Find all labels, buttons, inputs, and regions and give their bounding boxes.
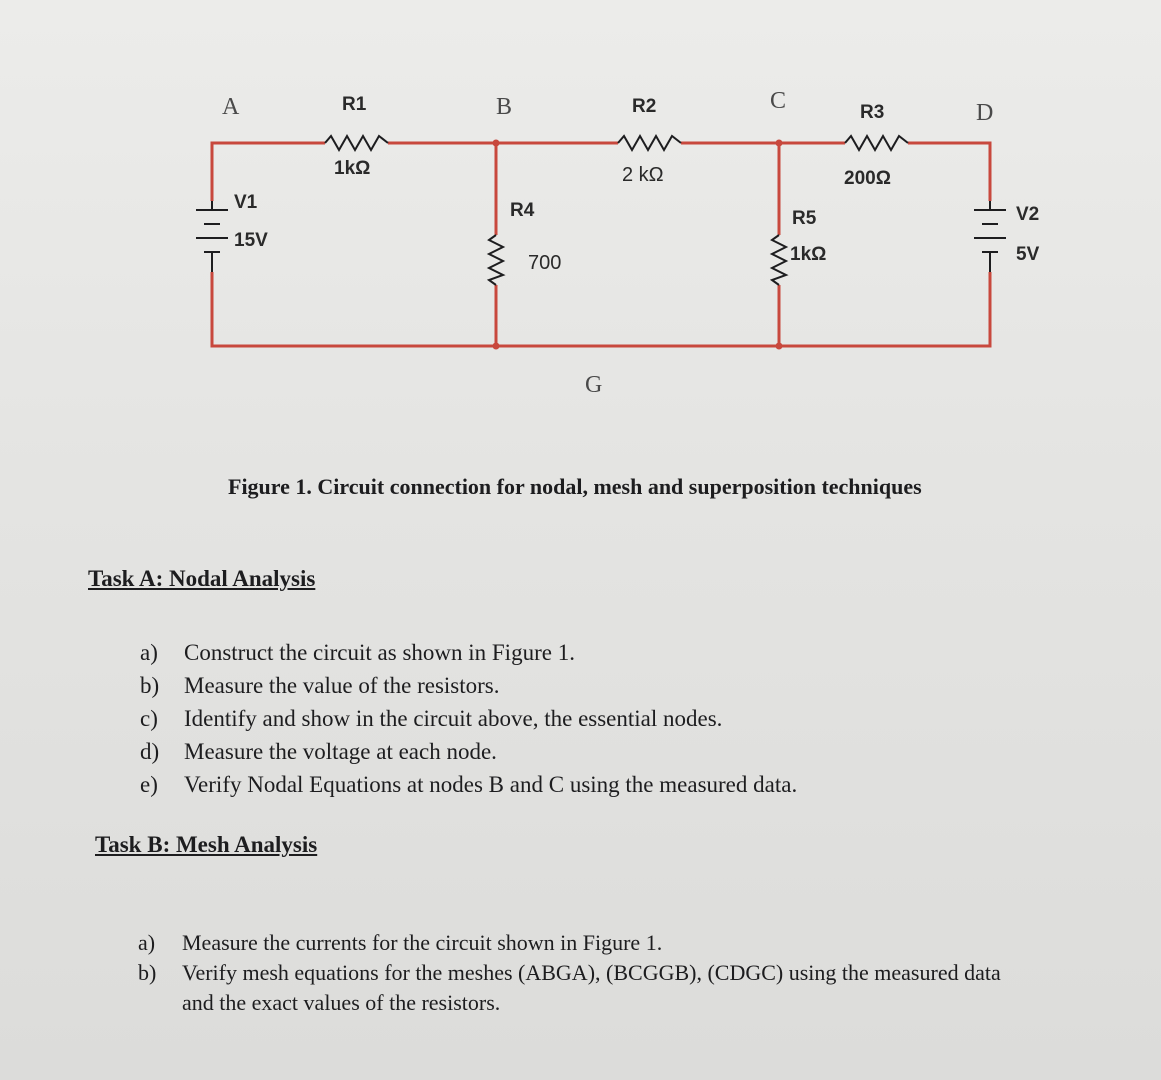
- v2-label: V2: [1016, 204, 1040, 225]
- task-a-item-text: Measure the value of the resistors.: [184, 673, 500, 698]
- node-a-label: A: [222, 94, 240, 120]
- task-a-item: [140, 768, 797, 801]
- r2-value: 2 kΩ: [622, 164, 664, 186]
- r4-label: R4: [510, 200, 535, 221]
- task-a-item-text: Measure the voltage at each node.: [184, 739, 497, 764]
- r1-symbol: [325, 136, 388, 150]
- node-b-label: B: [496, 94, 513, 120]
- r5-value: 1kΩ: [790, 244, 827, 265]
- task-a-list: [140, 636, 797, 801]
- task-a-item: [140, 702, 797, 735]
- task-b-item-letter: a): [138, 930, 156, 955]
- wire-a-r1: [212, 143, 325, 201]
- r4-value: 700: [528, 252, 562, 274]
- task-a-item-letter: d): [140, 739, 160, 764]
- task-b-continuation-text: and the exact values of the resistors.: [182, 990, 501, 1015]
- task-a-item-text: Identify and show in the circuit above, the essential nodes.: [184, 706, 723, 731]
- task-a-item-text: Construct the circuit as shown in Figure 1.: [184, 640, 575, 665]
- r5-symbol: [772, 235, 786, 285]
- r1-value: 1kΩ: [334, 158, 371, 179]
- r3-label: R3: [860, 102, 885, 123]
- node-d-label: D: [976, 100, 994, 126]
- v2-value: 5V: [1016, 244, 1040, 265]
- task-b-item: [138, 928, 1001, 958]
- circuit-diagram: [150, 60, 1070, 420]
- task-b-item-text: Verify mesh equations for the meshes (ABGA), (BCGGB), (CDGC) using the measured data: [182, 960, 1001, 985]
- node-b-dot: [493, 140, 500, 147]
- wire-r3-d: [908, 143, 990, 201]
- task-a-item-letter: c): [140, 706, 158, 731]
- r1-label: R1: [342, 94, 367, 115]
- task-b-item-letter: b): [138, 960, 157, 985]
- r5-label: R5: [792, 208, 817, 229]
- r2-label: R2: [632, 96, 657, 117]
- ground-dot-b: [493, 343, 500, 350]
- r3-symbol: [845, 136, 908, 150]
- wire-v1-ground: [212, 272, 990, 346]
- task-a-item-letter: b): [140, 673, 160, 698]
- task-a-item-letter: a): [140, 640, 158, 665]
- task-b-heading: Task B: Mesh Analysis: [95, 832, 318, 857]
- task-a-item-letter: e): [140, 772, 158, 797]
- node-c-label: C: [770, 88, 787, 114]
- figure-caption: Figure 1. Circuit connection for nodal, mesh and superposition techniques: [228, 474, 922, 499]
- task-b-item-text: Measure the currents for the circuit shown in Figure 1.: [182, 930, 663, 955]
- task-a-item: [140, 735, 797, 768]
- r4-symbol: [489, 235, 503, 285]
- r2-symbol: [618, 136, 681, 150]
- task-a-item: [140, 636, 797, 669]
- v1-battery-symbol: [196, 201, 228, 272]
- task-a-heading: Task A: Nodal Analysis: [88, 566, 316, 591]
- task-b-item-continuation: [138, 988, 1001, 1018]
- task-a-item: [140, 669, 797, 702]
- task-a-item-text: Verify Nodal Equations at nodes B and C using the measured data.: [184, 772, 798, 797]
- v2-battery-symbol: [974, 201, 1006, 272]
- ground-dot-c: [776, 343, 783, 350]
- task-b-list: [138, 928, 1001, 1018]
- v1-label: V1: [234, 192, 258, 213]
- v1-value: 15V: [234, 230, 268, 251]
- task-b-item: [138, 958, 1001, 988]
- node-g-label: G: [585, 372, 603, 398]
- node-c-dot: [776, 140, 783, 147]
- r3-value: 200Ω: [844, 168, 891, 189]
- circuit-schematic: [150, 60, 1070, 420]
